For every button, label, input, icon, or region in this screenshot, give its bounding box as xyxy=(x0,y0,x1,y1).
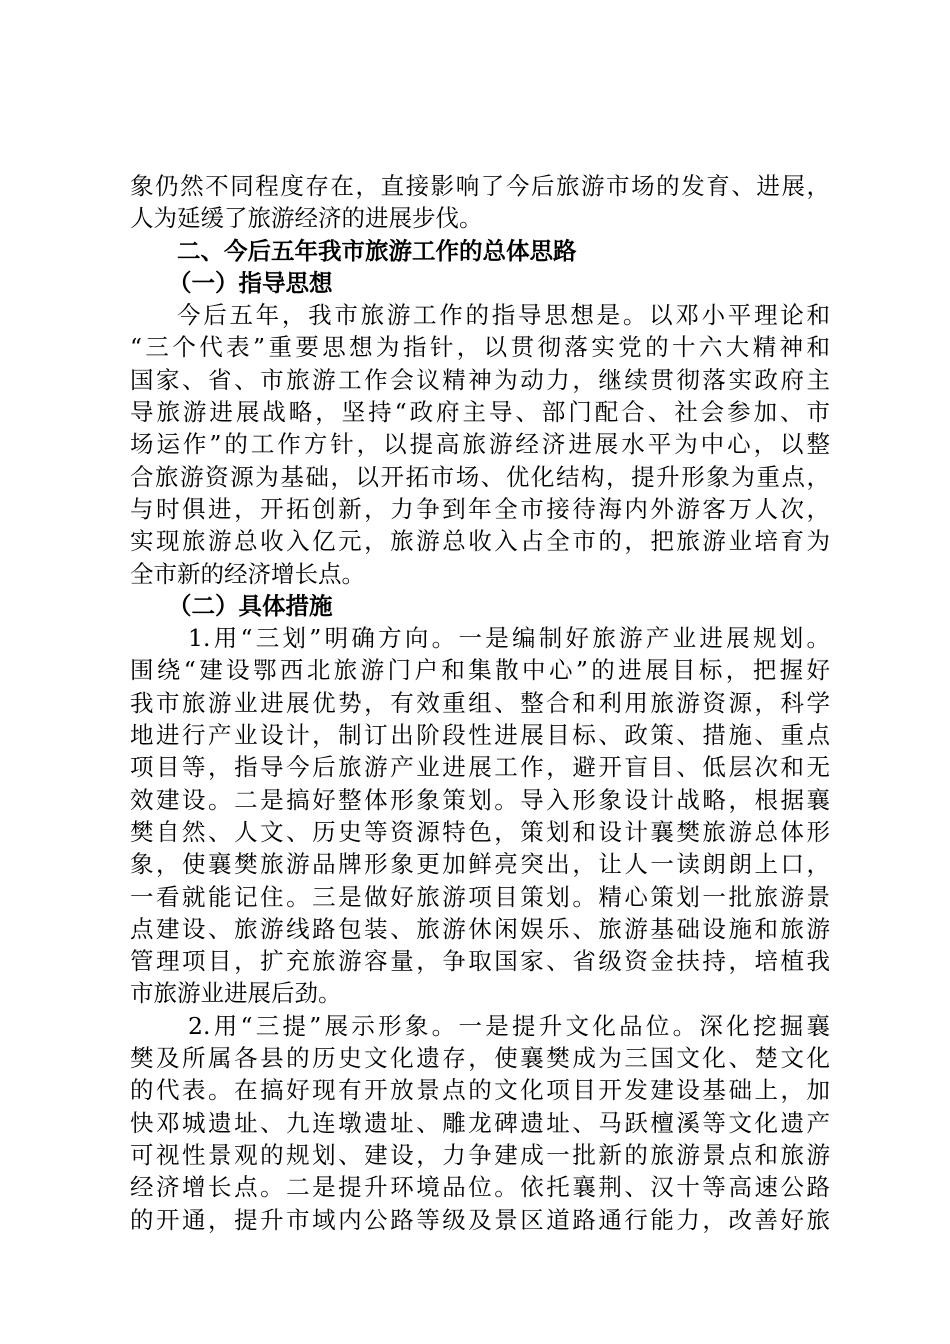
text-line: 围绕“建设鄂西北旅游门户和集散中心”的进展目标，把握好 xyxy=(130,656,830,685)
text-line: 导旅游进展战略，坚持“政府主导、部门配合、社会参加、市 xyxy=(130,398,830,427)
text-line: 管理项目，扩充旅游容量，争取国家、省级资金扶持，培植我 xyxy=(130,947,830,976)
subsection-heading-guiding-thought: （一）指导思想 xyxy=(168,268,333,297)
paragraph-measure-2 xyxy=(130,1010,830,1236)
text-line: 项目等，指导今后旅游产业进展工作，避开盲目、低层次和无 xyxy=(130,753,830,782)
text-line: 的开通，提升市域内公路等级及景区道路通行能力，改善好旅 xyxy=(130,1205,830,1234)
text-line: 点建设、旅游线路包装、旅游休闲娱乐、旅游基础设施和旅游 xyxy=(130,914,830,943)
text-line: 合旅游资源为基础，以开拓市场、优化结构，提升形象为重点， xyxy=(130,462,830,491)
text-line: 象，使襄樊旅游品牌形象更加鲜亮突出，让人一读朗朗上口， xyxy=(130,850,830,879)
paragraph-measure-1 xyxy=(130,622,830,1010)
text-line: 快邓城遗址、九连墩遗址、雕龙碑遗址、马跃檀溪等文化遗产 xyxy=(130,1108,830,1137)
text-line: 人为延缓了旅游经济的进展步伐。 xyxy=(130,204,483,233)
text-line: 象仍然不同程度存在，直接影响了今后旅游市场的发育、进展， xyxy=(130,172,830,200)
text-line: 的代表。在搞好现有开放景点的文化项目开发建设基础上，加 xyxy=(130,1076,830,1105)
text-line: 国家、省、市旅游工作会议精神为动力，继续贯彻落实政府主 xyxy=(130,365,830,394)
paragraph-0 xyxy=(130,170,830,235)
text-line: 今后五年，我市旅游工作的指导思想是。以邓小平理论和 xyxy=(177,301,830,330)
text-line: 一看就能记住。三是做好旅游项目策划。精心策划一批旅游景 xyxy=(130,882,830,911)
text-line: 效建设。二是搞好整体形象策划。导入形象设计战略，根据襄 xyxy=(130,785,830,814)
text-line: 2.用“三提”展示形象。一是提升文化品位。深化挖掘襄 xyxy=(188,1011,830,1040)
text-line: 实现旅游总收入亿元，旅游总收入占全市的，把旅游业培育为 xyxy=(130,527,830,556)
text-line: 与时俱进，开拓创新，力争到年全市接待海内外游客万人次， xyxy=(130,494,830,523)
text-line: 市旅游业进展后劲。 xyxy=(130,979,342,1008)
text-line: “三个代表”重要思想为指针，以贯彻落实党的十六大精神和 xyxy=(130,333,830,362)
text-line: 我市旅游业进展优势，有效重组、整合和利用旅游资源，科学 xyxy=(130,688,830,717)
document-page xyxy=(130,170,830,1236)
text-line: 可视性景观的规划、建设，力争建成一批新的旅游景点和旅游 xyxy=(130,1140,830,1169)
text-line: 经济增长点。二是提升环境品位。依托襄荆、汉十等高速公路 xyxy=(130,1173,830,1202)
subsection-heading-measures: （二）具体措施 xyxy=(168,591,333,620)
paragraph-guiding-thought xyxy=(130,299,830,590)
text-line: 场运作”的工作方针，以提高旅游经济进展水平为中心，以整 xyxy=(130,430,830,459)
text-line: 樊自然、人文、历史等资源特色，策划和设计襄樊旅游总体形 xyxy=(130,817,830,846)
text-line: 1.用“三划”明确方向。一是编制好旅游产业进展规划。 xyxy=(188,624,830,653)
text-line: 地进行产业设计，制订出阶段性进展目标、政策、措施、重点 xyxy=(130,721,830,750)
text-line: 全市新的经济增长点。 xyxy=(130,559,365,588)
section-heading: 二、今后五年我市旅游工作的总体思路 xyxy=(177,236,577,265)
text-line: 樊及所属各县的历史文化遗存，使襄樊成为三国文化、楚文化 xyxy=(130,1044,830,1073)
